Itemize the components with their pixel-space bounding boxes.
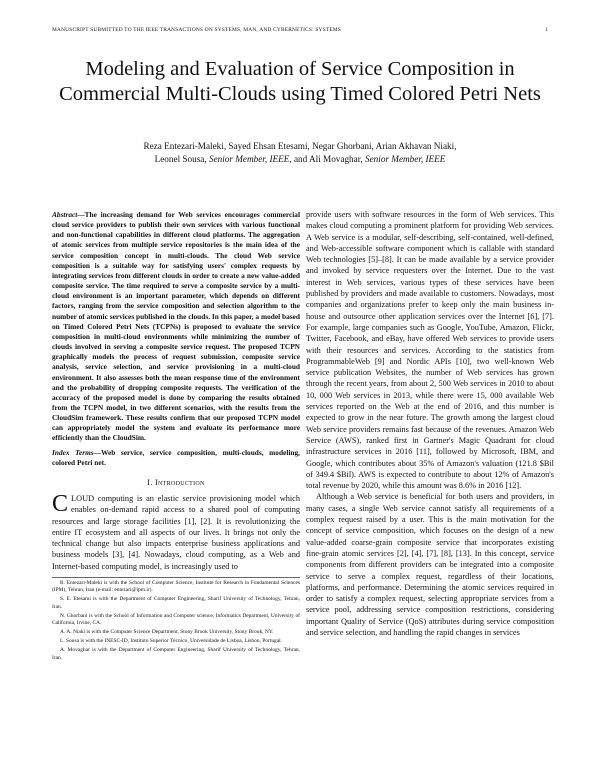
- running-head: [52, 27, 548, 33]
- footnote: A. A. Niaki is with the Computer Science Department, Stony Brook University, Stony Brook, NY.: [60, 629, 274, 636]
- author-list: [60, 140, 540, 165]
- footnote: A. Movaghar is with the Department of Computer Engineering, Sharif University of Technology, Tehran, Iran.: [52, 647, 300, 661]
- body-paragraph-1: provide users with software resources in the form of Web services. This makes cloud computing a prominent platform for providing Web services. A Web service is a modular, self-describing, self-contained, well-defined, and Web-accessible software component which is callable with standard Web technologies [5]–[8]. It can be made available by a service provider and invoked by service requesters over the Internet. Due to the vast interest in Web services, various types of these services have been published by providers and made available to customers. Nowadays, most companies and organizations prefer to keep only the main business in-house and outsource other application services over the Internet [6], [7]. For example, large companies such as Google, YouTube, Amazon, Flickr, Twitter, Facebook, and eBay, have offered Web services to provide users with their resources and services. According to the statistics from ProgrammableWeb [9] and Nordic APIs [10], two well-known Web service publication Websites, the number of Web services has grown through the recent years, from about 2, 500 Web services in 2010 to about 10, 000 Web services in 2013, while there were 15, 000 available Web services reported on the Web at the end of 2016, and this number is expected to grow in the near future. The growth among the largest cloud Web service providers remains fast because of the revenues. Amazon Web Service (AWS), ranked first in Gartner's Magic Quadrant for cloud infrastructure services in 2016 [11], followed by Microsoft, IBM, and Google, which contributes about 35% of Amazon's valuation (121.8 $Bil of 349.4 $Bil). AWS is expected to contribute to about 12% of Amazon's total revenue by 2020, while this amount was 8.6% in 2016 [12].: [306, 210, 554, 491]
- author-role-2: Senior Member, IEEE: [365, 153, 446, 164]
- abstract: [52, 210, 300, 444]
- section-heading-introduction: I. Introduction: [147, 477, 205, 487]
- author-sousa: Leonel Sousa,: [154, 153, 207, 164]
- abstract-text: —The increasing demand for Web services encourages commercial cloud service providers to publish their own services with various functional and non-functional capabilities in different cloud platforms. The aggregation of atomic services from multiple service repositories is the main idea of the service composition concept in multi-clouds. The cloud Web service composition is a suitable way for satisfying users' complex requests by integrating services from different clouds in order to create a new value-added composite service. The time required to serve a composite service by a multi-cloud environment is an important parameter, which depends on different factors, ranging from the service composition and selection algorithm to the number of atomic services published in the clouds. In this paper, a model based on Timed Colored Petri Nets (TCPNs) is proposed to evaluate the service composition in multi-cloud environments while minimizing the number of clouds involved in serving a composite service request. The proposed TCPN graphically models the process of request submission, composite service analysis, service selection, and service provisioning in a multi-cloud environment. It also assesses both the mean response time of the environment and the probability of dropping composite requests. The verification of the accuracy of the proposed model is done by comparing the results obtained from the TCPN model, in two different scenarios, with the results from the CloudSim framework. These results confirm that our proposed TCPN model can appropriately model the system and evaluate its performance more efficiently than the CloudSim.: [52, 210, 300, 443]
- footnote: S. E. Etesami is with the Department of Computer Engineering, Sharif University of Technology, Tehran, Iran.: [52, 596, 300, 610]
- author-movaghar: and Ali Movaghar,: [293, 153, 363, 164]
- paper-title: Modeling and Evaluation of Service Composition in Commercial Multi-Clouds using Timed Colored Petri Nets: [59, 58, 541, 105]
- journal-name: MANUSCRIPT SUBMITTED TO THE IEEE TRANSACTIONS ON SYSTEMS, MAN, AND CYBERNETICS: SYSTEMS: [52, 27, 342, 33]
- author-role-1: Senior Member, IEEE,: [208, 153, 292, 164]
- footnote: N. Ghorbani is with the School of Information and Computer science, Informatics Department, University of California, Irvine, CA.: [52, 612, 300, 627]
- author-line-2: [60, 153, 540, 166]
- left-column: [52, 210, 300, 664]
- drop-cap: C: [52, 490, 69, 517]
- index-terms-lead: Index Terms: [52, 447, 94, 457]
- body-paragraph-2: Although a Web service is beneficial for both users and providers, in many cases, a single Web service cannot satisfy all requirements of a complex request raised by a user. This is the main motivation for the concept of service composition, which focuses on the design of a new value-added coarse-grain composite service that incorporates existing fine-grain atomic services [2], [4], [7], [8], [13]. In this concept, service components from different providers can be integrated into a composite service to serve a complex request, regardless of their locations, platforms, and performance. Determining the atomic services required in order to satisfy a complex request, selecting appropriate services from a service pool, addressing service composition restrictions, considering important Quality of Service (QoS) attributes during service composition and service selection, and handling the rapid changes in services: [306, 492, 554, 637]
- abstract-lead: Abstract: [52, 210, 78, 219]
- intro-paragraph: [52, 490, 300, 572]
- intro-text: computing is an elastic service provisioning model which enables on-demand rapid access to a shared pool of computing resources and large storage facilities [1], [2]. It is revolutionizing the entire IT ecosystem and all aspects of our lives. It brings not only the technical change but also impacts enterprise business applications and business models [3], [4]. Nowadays, cloud computing, as a Web and Internet-based computing model, is increasingly used to: [52, 493, 300, 571]
- footnote: R. Entezari-Maleki is with the School of Computer Science, Institute for Research in Fundamental Sciences (IPM), Tehran, Iran (e-mail: entezari@ipm.ir).: [52, 579, 300, 594]
- page-number: 1: [545, 27, 548, 33]
- author-line-1: Reza Entezari-Maleki, Sayed Ehsan Etesami, Negar Ghorbani, Arian Akhavan Niaki,: [143, 141, 457, 151]
- index-terms: [52, 448, 300, 468]
- right-column: [306, 209, 554, 638]
- author-footnotes: [52, 577, 300, 662]
- first-word: LOUD: [71, 493, 95, 503]
- footnote: L. Sousa is with the INESC-ID, Instituto Superior Técnico, Universidade de Lisboa, Lisbon, Portugal.: [60, 638, 283, 645]
- index-terms-text: —Web service, service composition, multi-clouds, modeling, colored Petri net.: [52, 447, 300, 467]
